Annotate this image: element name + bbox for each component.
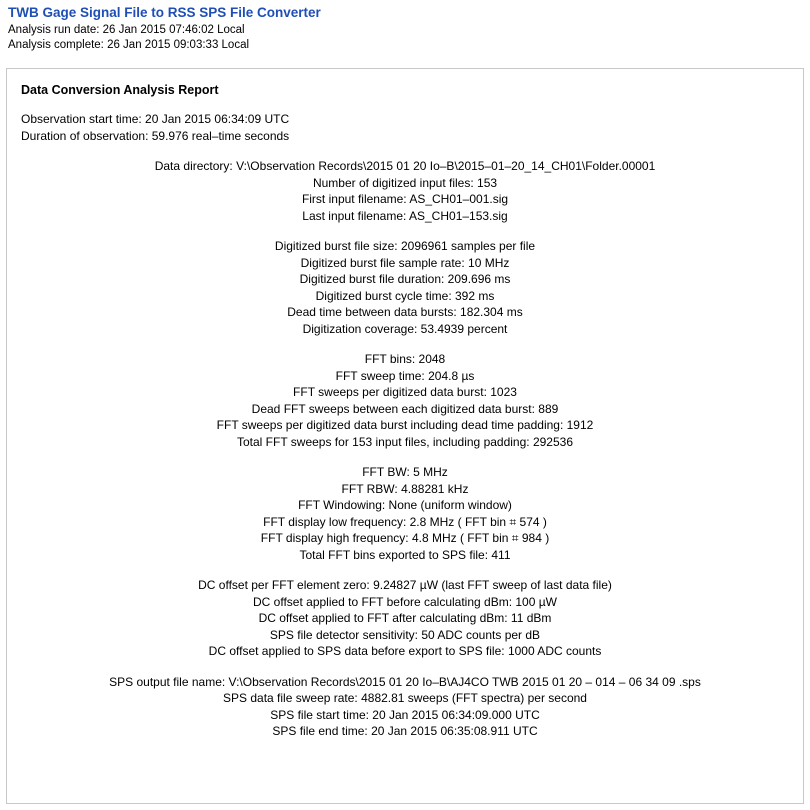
fft-line: FFT bins: 2048 <box>364 352 446 366</box>
page-title: TWB Gage Signal File to RSS SPS File Converter <box>8 5 321 20</box>
dc-offset-line: DC offset applied to SPS data before export to SPS file: 1000 ADC counts <box>208 644 602 658</box>
burst-section <box>7 238 803 337</box>
dc-offset-line: SPS file detector sensitivity: 50 ADC counts per dB <box>269 627 541 642</box>
burst-line: Digitized burst file size: 2096961 samples per file <box>274 239 536 253</box>
fft-line: Dead FFT sweeps between each digitized data burst: 889 <box>251 401 559 416</box>
analysis-complete-date: Analysis complete: 26 Jan 2015 09:03:33 Local <box>8 39 250 51</box>
bandwidth-line: Total FFT bins exported to SPS file: 411 <box>299 547 511 562</box>
data-directory-section <box>7 158 803 224</box>
bandwidth-line: FFT Windowing: None (uniform window) <box>298 498 512 512</box>
dc-offset-line: DC offset per FFT element zero: 9.24827 µW (last FFT sweep of last data file) <box>198 578 612 592</box>
observation-line: Duration of observation: 59.976 real–time seconds <box>21 128 290 143</box>
burst-line: Digitization coverage: 53.4939 percent <box>302 321 508 336</box>
dc-offset-line: DC offset applied to FFT before calculating dBm: 100 µW <box>253 594 557 609</box>
window-header <box>0 0 810 53</box>
directory-line: First input filename: AS_CH01–001.sig <box>301 192 509 206</box>
analysis-run-date: Analysis run date: 26 Jan 2015 07:46:02 Local <box>8 24 245 36</box>
sps-output-line: SPS file start time: 20 Jan 2015 06:34:09.000 UTC <box>270 707 540 722</box>
burst-line: Digitized burst file sample rate: 10 MHz <box>300 255 510 270</box>
bandwidth-line: FFT display low frequency: 2.8 MHz ( FFT bin ⌗ 574 ) <box>263 514 547 529</box>
directory-line: Last input filename: AS_CH01–153.sig <box>302 208 508 223</box>
report-panel <box>6 68 804 804</box>
bandwidth-section <box>7 464 803 563</box>
observation-section <box>7 111 803 144</box>
dc-offset-line: DC offset applied to FFT after calculating dBm: 11 dBm <box>258 611 552 625</box>
fft-section <box>7 351 803 450</box>
observation-line: Observation start time: 20 Jan 2015 06:34:09 UTC <box>21 112 290 126</box>
sps-output-line: SPS data file sweep rate: 4882.81 sweeps (FFT spectra) per second <box>223 691 587 705</box>
burst-line: Digitized burst file duration: 209.696 ms <box>299 272 511 286</box>
bandwidth-line: FFT RBW: 4.88281 kHz <box>341 481 469 496</box>
report-title: Data Conversion Analysis Report <box>21 83 219 97</box>
sps-output-line: SPS output file name: V:\Observation Records\2015 01 20 Io–B\AJ4CO TWB 2015 01 20 – 014 – 06 34 09 .sps <box>109 674 701 689</box>
dc-offset-section <box>7 577 803 660</box>
burst-line: Dead time between data bursts: 182.304 ms <box>287 305 523 319</box>
fft-line: Total FFT sweeps for 153 input files, including padding: 292536 <box>237 434 573 449</box>
burst-line: Digitized burst cycle time: 392 ms <box>315 288 495 303</box>
fft-line: FFT sweeps per digitized data burst including dead time padding: 1912 <box>216 418 594 432</box>
bandwidth-line: FFT BW: 5 MHz <box>362 465 448 479</box>
directory-line: Number of digitized input files: 153 <box>312 175 498 190</box>
directory-line: Data directory: V:\Observation Records\2015 01 20 Io–B\2015–01–20_14_CH01\Folder.00001 <box>154 159 656 173</box>
fft-line: FFT sweeps per digitized data burst: 1023 <box>293 385 517 399</box>
sps-output-section <box>7 674 803 740</box>
bandwidth-line: FFT display high frequency: 4.8 MHz ( FFT bin ⌗ 984 ) <box>260 531 550 545</box>
sps-output-line: SPS file end time: 20 Jan 2015 06:35:08.911 UTC <box>272 724 538 738</box>
fft-line: FFT sweep time: 204.8 µs <box>335 368 475 383</box>
